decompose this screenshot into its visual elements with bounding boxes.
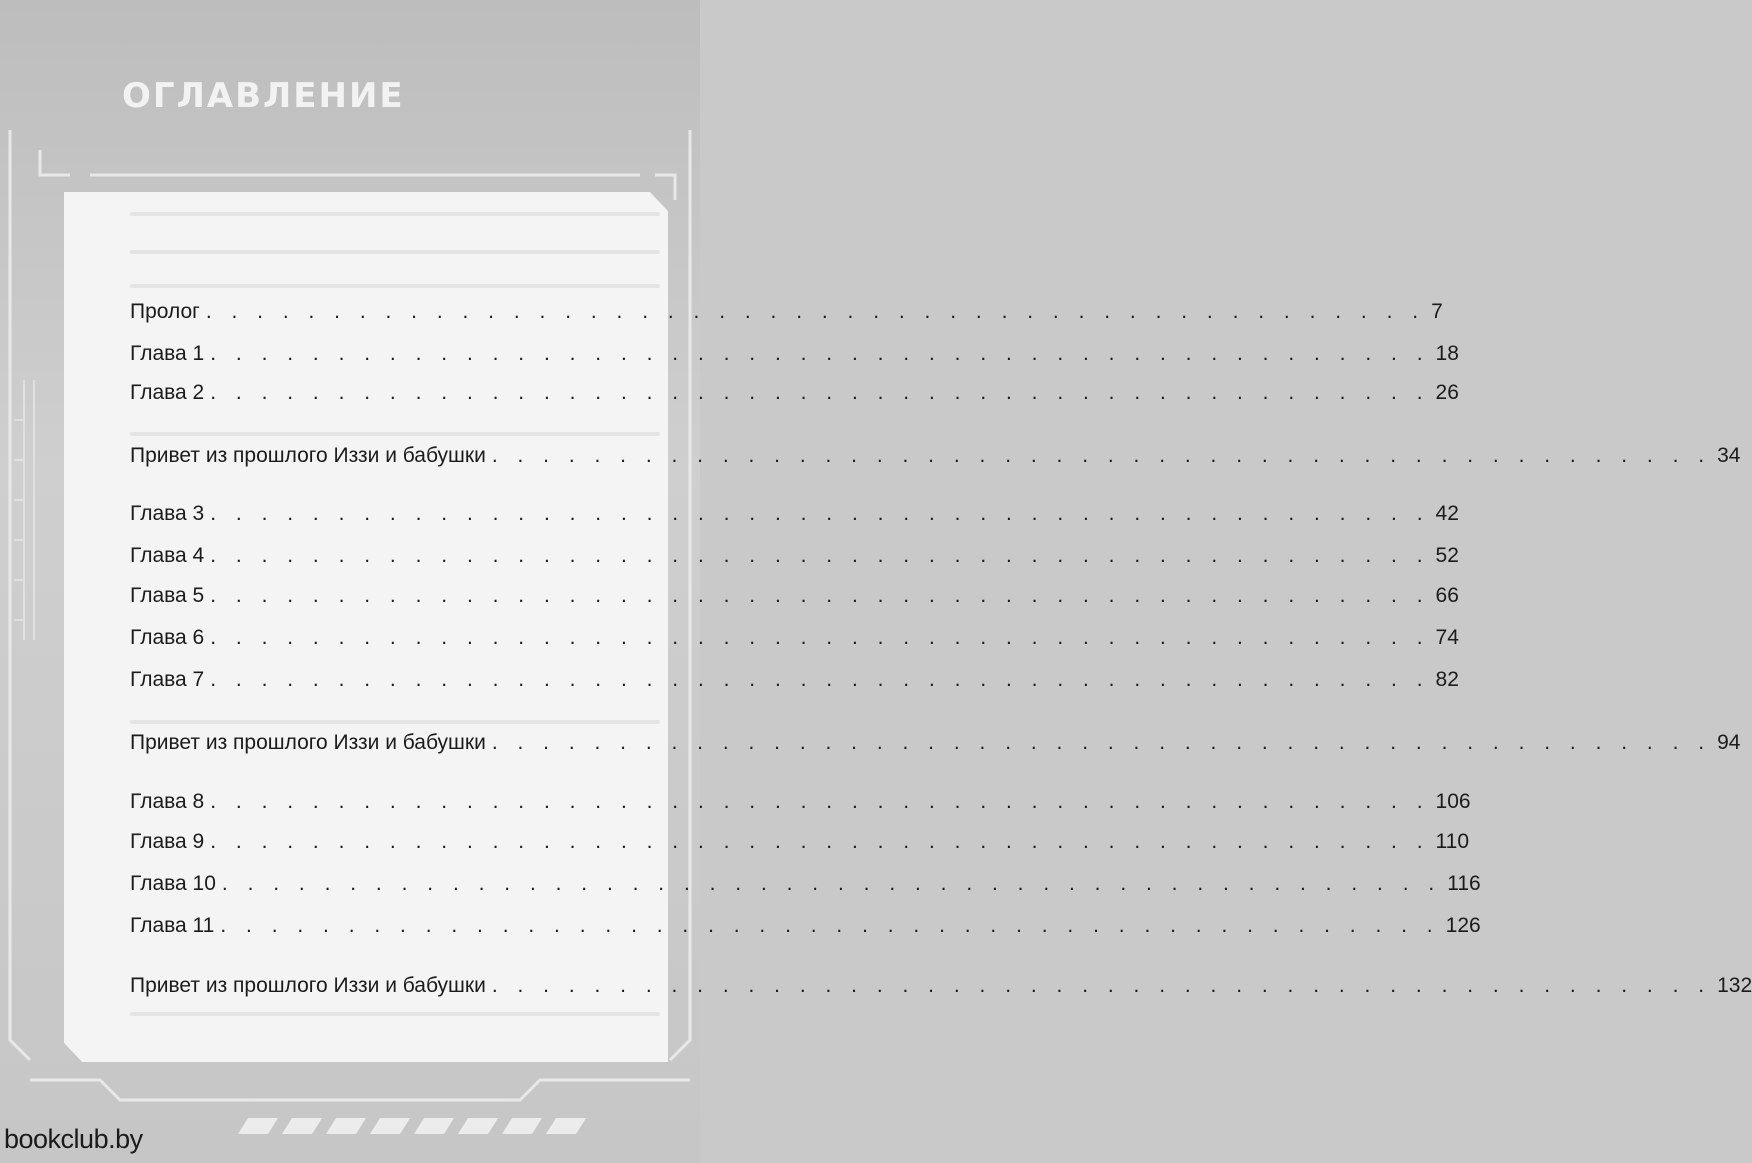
leader-dots: . . . . . . . . . . . . . . . . . . . . . . . . . . . . . . . . . . . . . . . . . . . . . . . . — [210, 790, 1430, 813]
bleed-through-line — [130, 1012, 660, 1016]
leader-dots: . . . . . . . . . . . . . . . . . . . . . . . . . . . . . . . . . . . . . . . . . . . . . . . . — [210, 544, 1430, 567]
entry-title: Глава 9 — [130, 830, 205, 853]
entry-title: Глава 3 — [130, 502, 205, 525]
leader-dots: . . . . . . . . . . . . . . . . . . . . . . . . . . . . . . . . . . . . . . . . . . . . . . . . — [491, 731, 1712, 754]
leader-dots: . . . . . . . . . . . . . . . . . . . . . . . . . . . . . . . . . . . . . . . . . . . . . . . . — [210, 342, 1430, 365]
leader-dots: . . . . . . . . . . . . . . . . . . . . . . . . . . . . . . . . . . . . . . . . . . . . . . . . — [210, 502, 1430, 525]
toc-heading: ОГЛАВЛЕНИЕ — [122, 76, 405, 116]
entry-page: 74 — [1435, 626, 1459, 649]
bleed-through-line — [130, 432, 660, 436]
leader-dots: . . . . . . . . . . . . . . . . . . . . . . . . . . . . . . . . . . . . . . . . . . . . . . . . — [210, 830, 1430, 853]
bleed-through-line — [130, 284, 660, 288]
bleed-through-line — [130, 720, 660, 724]
entry-page: 18 — [1435, 342, 1459, 365]
entry-title: Пролог — [130, 300, 200, 323]
toc-entry[interactable] — [130, 540, 1459, 568]
entry-page: 82 — [1435, 668, 1459, 691]
toc-entry[interactable] — [130, 910, 1481, 938]
leader-dots: . . . . . . . . . . . . . . . . . . . . . . . . . . . . . . . . . . . . . . . . . . . . . . . . — [210, 626, 1430, 649]
entry-page: 106 — [1435, 790, 1471, 813]
bleed-through-line — [130, 212, 660, 216]
leader-dots: . . . . . . . . . . . . . . . . . . . . . . . . . . . . . . . . . . . . . . . . . . . . . . . . — [220, 914, 1440, 937]
stripe-decoration — [238, 1116, 658, 1136]
toc-entry[interactable] — [130, 970, 1752, 998]
toc-entry[interactable] — [130, 440, 1741, 468]
entry-page: 132 — [1717, 974, 1752, 997]
leader-dots: . . . . . . . . . . . . . . . . . . . . . . . . . . . . . . . . . . . . . . . . . . . . . . . . — [210, 668, 1430, 691]
leader-dots: . . . . . . . . . . . . . . . . . . . . . . . . . . . . . . . . . . . . . . . . . . . . . . . . — [205, 300, 1426, 323]
entry-title: Глава 11 — [130, 914, 215, 937]
entry-page: 52 — [1435, 544, 1459, 567]
toc-entry[interactable] — [130, 868, 1481, 896]
entry-title: Глава 6 — [130, 626, 205, 649]
entry-title: Глава 10 — [130, 872, 216, 895]
entry-title: Привет из прошлого Иззи и бабушки — [130, 974, 486, 997]
toc-entry[interactable] — [130, 786, 1471, 814]
entry-title: Глава 4 — [130, 544, 205, 567]
leader-dots: . . . . . . . . . . . . . . . . . . . . . . . . . . . . . . . . . . . . . . . . . . . . . . . . — [210, 584, 1430, 607]
toc-entry[interactable] — [130, 664, 1459, 692]
entry-page: 94 — [1717, 731, 1741, 754]
entry-title: Глава 1 — [130, 342, 205, 365]
leader-dots: . . . . . . . . . . . . . . . . . . . . . . . . . . . . . . . . . . . . . . . . . . . . . . . . — [210, 381, 1430, 404]
leader-dots: . . . . . . . . . . . . . . . . . . . . . . . . . . . . . . . . . . . . . . . . . . . . . . . . — [491, 444, 1712, 467]
toc-entry[interactable] — [130, 580, 1459, 608]
entry-page: 126 — [1445, 914, 1481, 937]
entry-title: Глава 5 — [130, 584, 205, 607]
toc-entry[interactable] — [130, 338, 1459, 366]
toc-entry[interactable] — [130, 498, 1459, 526]
entry-page: 66 — [1435, 584, 1459, 607]
watermark: bookclub.by — [4, 1124, 143, 1154]
entry-page: 7 — [1431, 300, 1443, 323]
toc-entry[interactable] — [130, 296, 1443, 324]
bleed-through-line — [130, 250, 660, 254]
entry-page: 34 — [1717, 444, 1741, 467]
entry-page: 116 — [1447, 872, 1481, 895]
entry-page: 42 — [1435, 502, 1459, 525]
toc-entry[interactable] — [130, 727, 1741, 755]
toc-entry[interactable] — [130, 826, 1470, 854]
leader-dots: . . . . . . . . . . . . . . . . . . . . . . . . . . . . . . . . . . . . . . . . . . . . . . . . — [221, 872, 1442, 895]
entry-page: 26 — [1435, 381, 1459, 404]
leader-dots: . . . . . . . . . . . . . . . . . . . . . . . . . . . . . . . . . . . . . . . . . . . . . . . . — [491, 974, 1712, 997]
entry-title: Глава 8 — [130, 790, 205, 813]
toc-entry[interactable] — [130, 622, 1459, 650]
entry-title: Глава 7 — [130, 668, 205, 691]
entry-title: Глава 2 — [130, 381, 205, 404]
entry-page: 110 — [1435, 830, 1470, 853]
entry-title: Привет из прошлого Иззи и бабушки — [130, 731, 486, 754]
toc-entry[interactable] — [130, 377, 1459, 405]
entry-title: Привет из прошлого Иззи и бабушки — [130, 444, 486, 467]
